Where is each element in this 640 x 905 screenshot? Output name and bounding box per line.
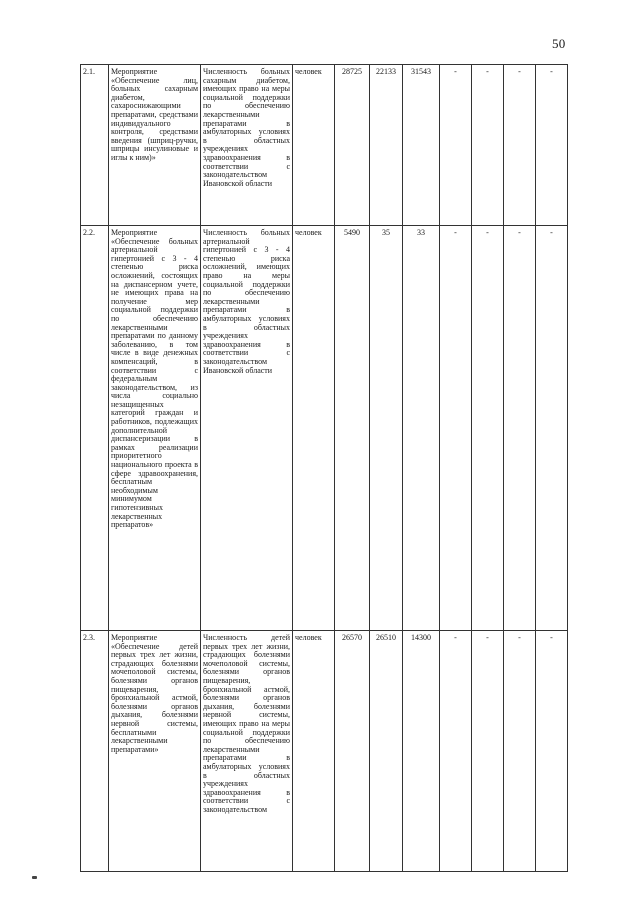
table-row <box>81 631 568 872</box>
value-3: 33 <box>403 226 440 631</box>
value-2: 22133 <box>370 65 403 226</box>
row-number: 2.1. <box>81 65 109 226</box>
measure-text: Мероприятие «Обеспечение больных артериальной гипертонией с 3 - 4 степенью риска осложнений, состоящих на диспансерном учете, не имеющих права на получение мер социальной поддержки по обеспечению лекарственными препаратами по данному заболеванию, в том числе в виде денежных компенсаций, в соответствии с федеральным законодательством, из числа социально незащищенных категорий граждан и работников, подлежащих дополнительной диспансеризации в рамках реализации приоритетного национального проекта в сфере здравоохранения, бесплатным необходимым минимумом гипотензивных лекарственных препаратов» <box>109 226 201 631</box>
row-number: 2.2. <box>81 226 109 631</box>
dash-cell: - <box>472 226 504 631</box>
indicator-text: Численность детей первых трех лет жизни, страдающих болезнями мочеполовой системы, болезнями органов пищеварения, бронхиальной астмой, болезнями органов дыхания, болезнями нервной системы, имеющих право на меры социальной поддержки по обеспечению лекарственными препаратами в амбулаторных условиях в областных учреждениях здравоохранения в соответствии с законодательством <box>201 631 293 872</box>
table-row <box>81 226 568 631</box>
value-1: 28725 <box>335 65 370 226</box>
value-1: 26570 <box>335 631 370 872</box>
program-measures-table <box>80 64 568 872</box>
value-3: 31543 <box>403 65 440 226</box>
value-2: 35 <box>370 226 403 631</box>
dash-cell: - <box>536 226 568 631</box>
page-number: 50 <box>552 36 566 51</box>
value-2: 26510 <box>370 631 403 872</box>
indicator-text: Численность больных артериальной гипертонией с 3 - 4 степенью риска осложнений, имеющих право на меры социальной поддержки по обеспечению лекарственными препаратами в амбулаторных условиях в областных учреждениях здравоохранения в соответствии с законодательством Ивановской области <box>201 226 293 631</box>
dash-cell: - <box>504 226 536 631</box>
dash-cell: - <box>472 631 504 872</box>
indicator-text: Численность больных сахарным диабетом, имеющих право на меры социальной поддержки по обеспечению лекарственными препаратами в амбулаторных условиях в областных учреждениях здравоохранения в соответствии с законодательством Ивановской области <box>201 65 293 226</box>
measure-text: Мероприятие «Обеспечение лиц, больных сахарным диабетом, сахароснижающими препаратами, средствами индивидуального контроля, средствами введения (шприц-ручки, шприцы инсулиновые и иглы к ним)» <box>109 65 201 226</box>
dash-cell: - <box>440 65 472 226</box>
value-3: 14300 <box>403 631 440 872</box>
unit-cell: человек <box>293 631 335 872</box>
dash-cell: - <box>472 65 504 226</box>
value-1: 5490 <box>335 226 370 631</box>
table-row <box>81 65 568 226</box>
dash-cell: - <box>504 631 536 872</box>
row-number: 2.3. <box>81 631 109 872</box>
dash-cell: - <box>440 631 472 872</box>
dash-cell: - <box>536 65 568 226</box>
unit-cell: человек <box>293 65 335 226</box>
dash-cell: - <box>504 65 536 226</box>
dash-cell: - <box>536 631 568 872</box>
scan-artifact <box>32 876 37 879</box>
measure-text: Мероприятие «Обеспечение детей первых трех лет жизни, страдающих болезнями мочеполовой системы, болезнями органов пищеварения, бронхиальной астмой, болезнями органов дыхания, болезнями нервной системы, бесплатными лекарственными препаратами» <box>109 631 201 872</box>
dash-cell: - <box>440 226 472 631</box>
unit-cell: человек <box>293 226 335 631</box>
